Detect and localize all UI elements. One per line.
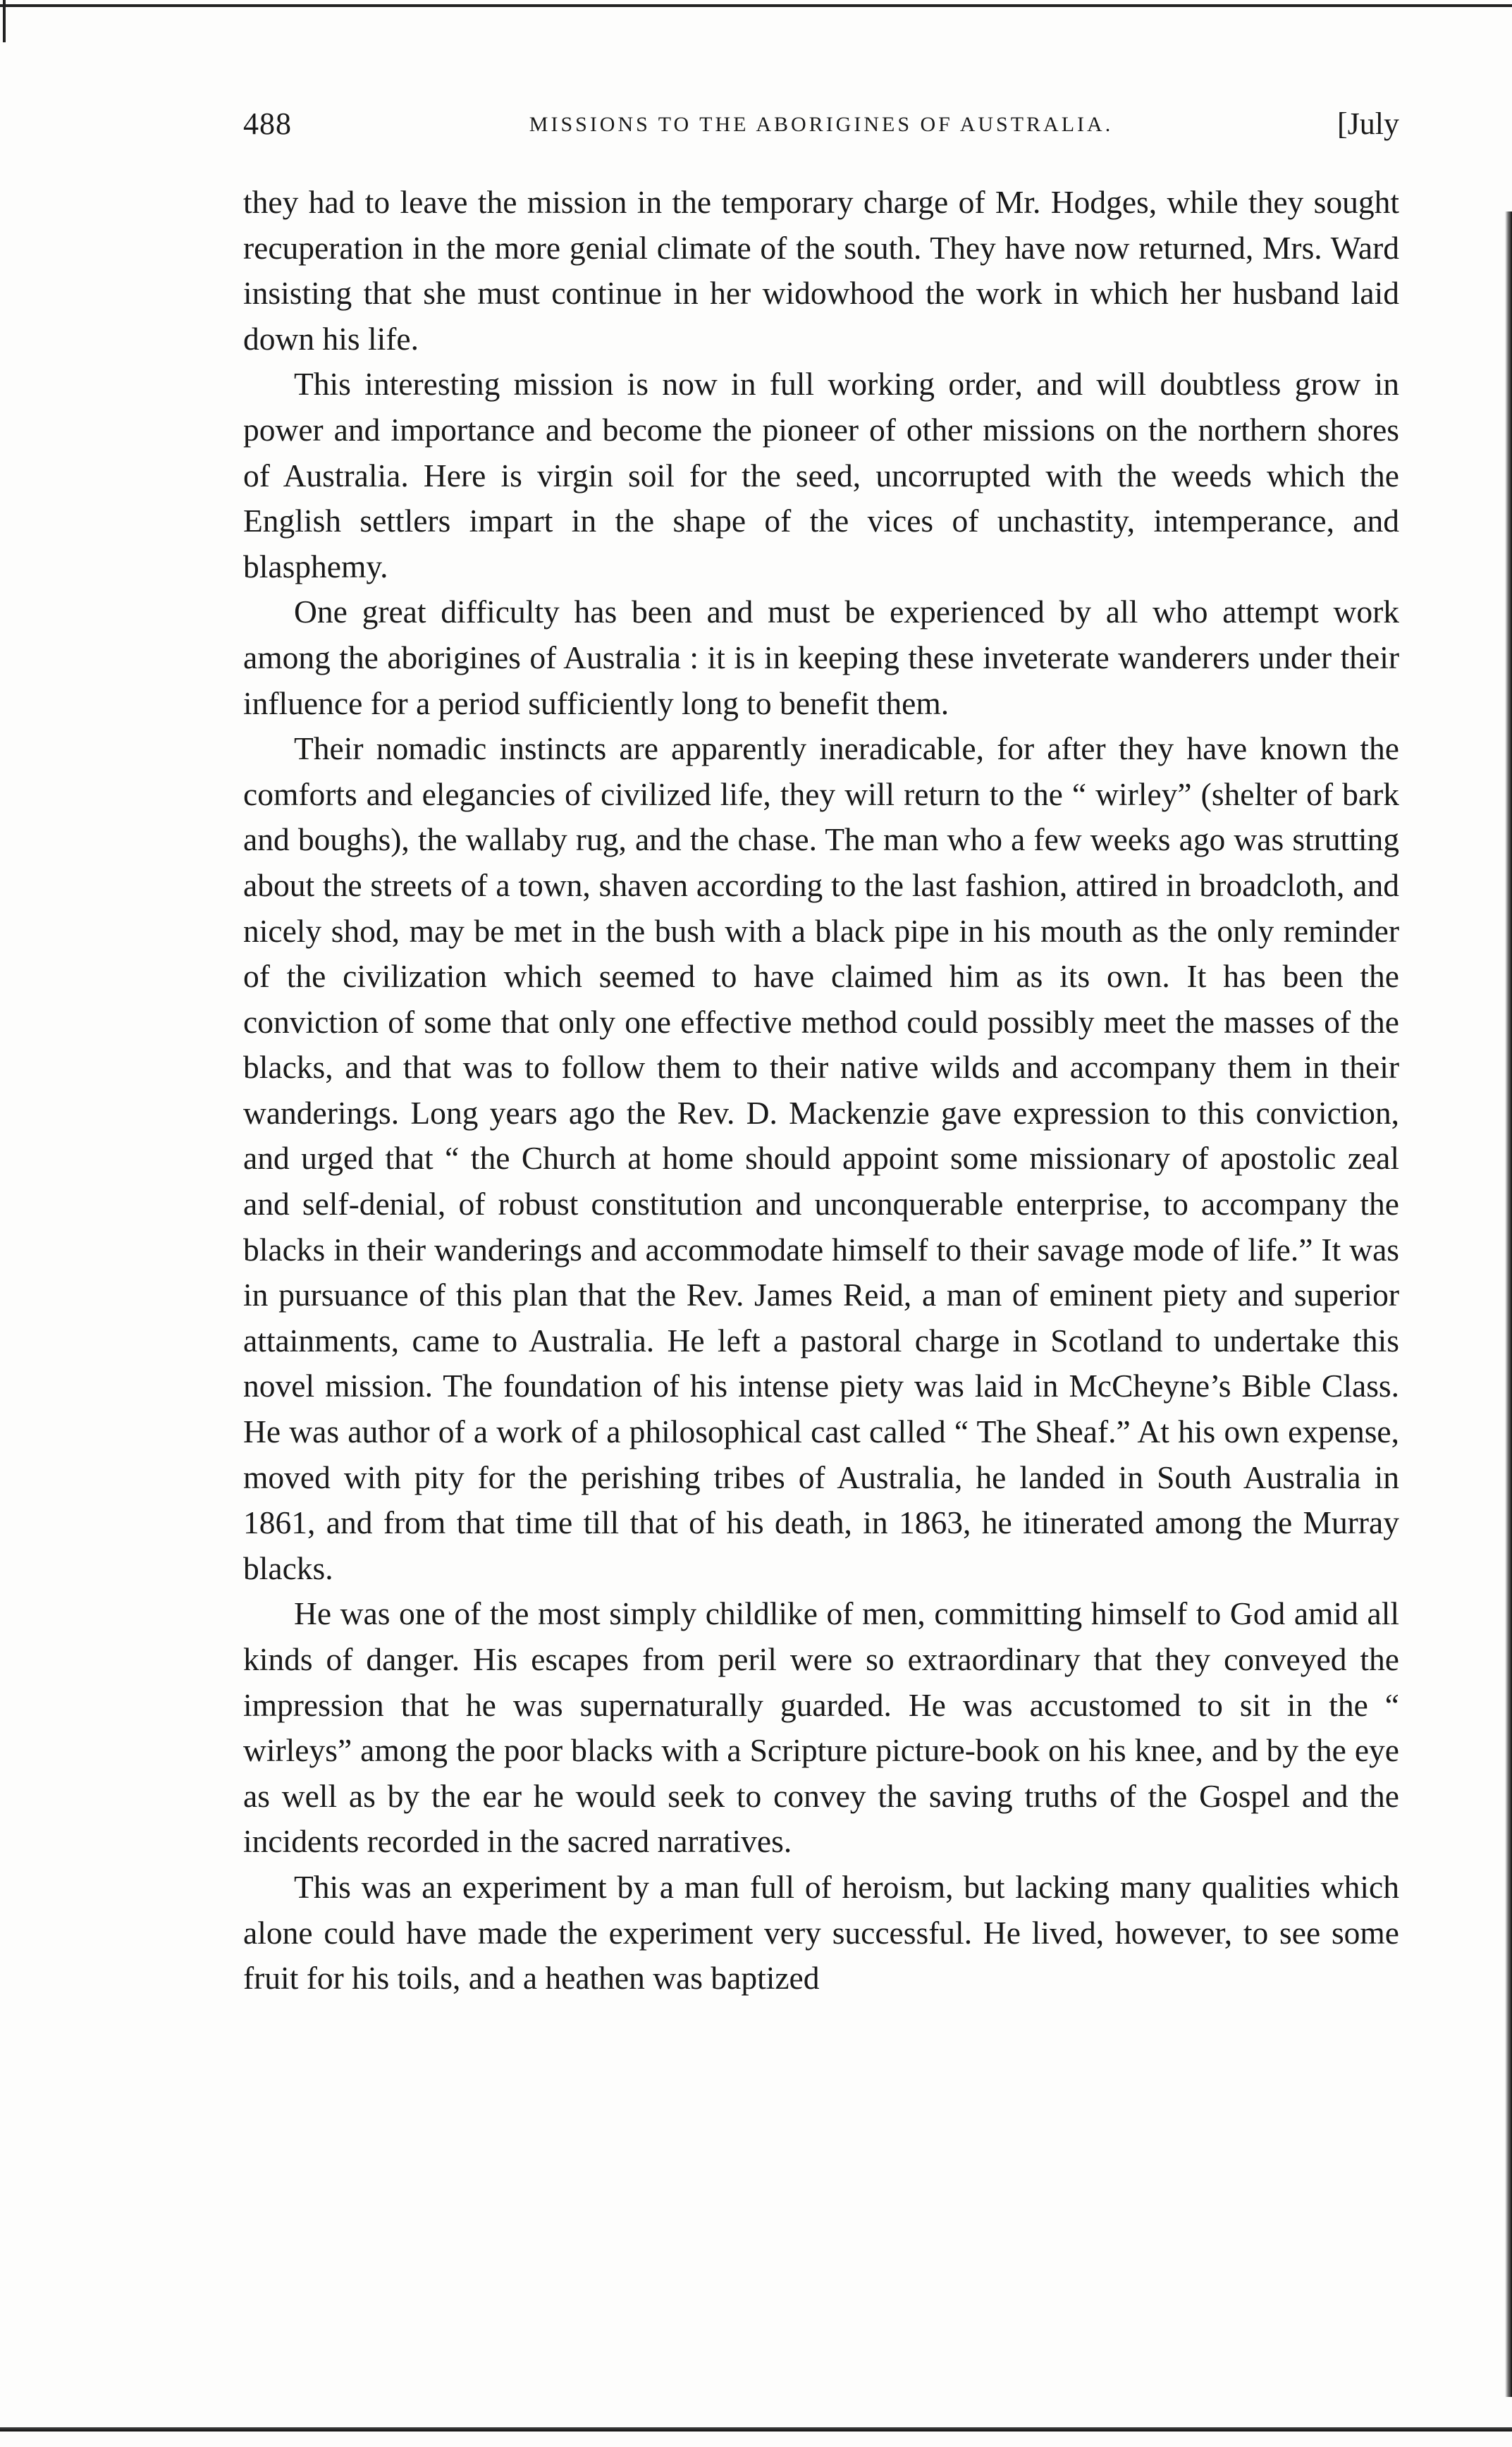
page-edge-right — [1505, 211, 1512, 2397]
running-title: MISSIONS TO THE ABORIGINES OF AUSTRALIA. — [529, 113, 1114, 136]
paragraph: This interesting mission is now in full working order, and will doubtless grow in power and importance and become the pioneer of other missions on the northern shores of Australia. Here is virgin soil for the seed, uncorrupted with the weeds which the English settlers impart in the shape of the vices of unchastity, intemperance, and blasphemy. — [243, 366, 1399, 584]
paragraph: This was an experiment by a man full of heroism, but lacking many qualities which alone could have made the experiment very successful. He lived, however, to see some fruit for his toils, and a heathen was baptized — [243, 1868, 1399, 1997]
paragraph: Their nomadic instincts are apparently ineradicable, for after they have known the comforts and elegancies of civilized life, they will return to the “ wirley” (shelter of bark and boughs), the wallaby rug, and the chase. The man who a few weeks ago was strutting about the streets of a town, shaven according to the last fashion, attired in broadcloth, and nicely shod, may be met in the bush with a black pipe in his mouth as the only reminder of the civilization which seemed to have claimed him as its own. It has been the conviction of some that only one effective method could possibly meet the masses of the blacks, and that was to follow them to their native wilds and accompany them in their wanderings. Long years ago the Rev. D. Mackenzie gave expression to this conviction, and urged that “ the Church at home should appoint some missionary of apostolic zeal and self-denial, of robust constitution and unconquerable enterprise, to accompany the blacks in their wanderings and accommodate himself to their savage mode of life.” It was in pursuance of this plan that the Rev. James Reid, a man of eminent piety and superior attainments, came to Australia. He left a pastoral charge in Scotland to undertake this novel mission. The foundation of his intense piety was laid in McCheyne’s Bible Class. He was author of a work of a philosophical cast called “ The Sheaf.” At his own expense, moved with pity for the perishing tribes of Australia, he landed in South Australia in 1861, and from that time till that of his death, in 1863, he itinerated among the Murray blacks. — [243, 730, 1399, 1586]
running-date: [July — [1337, 106, 1399, 141]
page-edge-left — [3, 0, 6, 42]
paragraph: they had to leave the mission in the temporary charge of Mr. Hodges, while they sought recuperation in the more genial climate of the south. They have now returned, Mrs. Ward insisting that she must continue in her widowhood the work in which her husband laid down his life. — [243, 184, 1399, 357]
page-number: 488 — [243, 106, 292, 141]
page-edge-top — [0, 4, 1512, 7]
paragraph: One great difficulty has been and must be experienced by all who attempt work among the aborigines of Australia : it is in keeping these inveterate wanderers under their influence for a period sufficiently long to benefit them. — [243, 594, 1399, 721]
body-text — [243, 180, 1399, 2001]
page-edge-bottom — [0, 2427, 1512, 2431]
paragraph: He was one of the most simply childlike of men, committing himself to God amid all kinds of danger. His escapes from peril were so extraordinary that they conveyed the impression that he was supernaturally guarded. He was accustomed to sit in the “ wirleys” among the poor blacks with a Scripture picture-book on his knee, and by the eye as well as by the ear he would seek to convey the saving truths of the Gospel and the incidents recorded in the sacred narratives. — [243, 1595, 1399, 1860]
running-head — [243, 106, 1399, 162]
